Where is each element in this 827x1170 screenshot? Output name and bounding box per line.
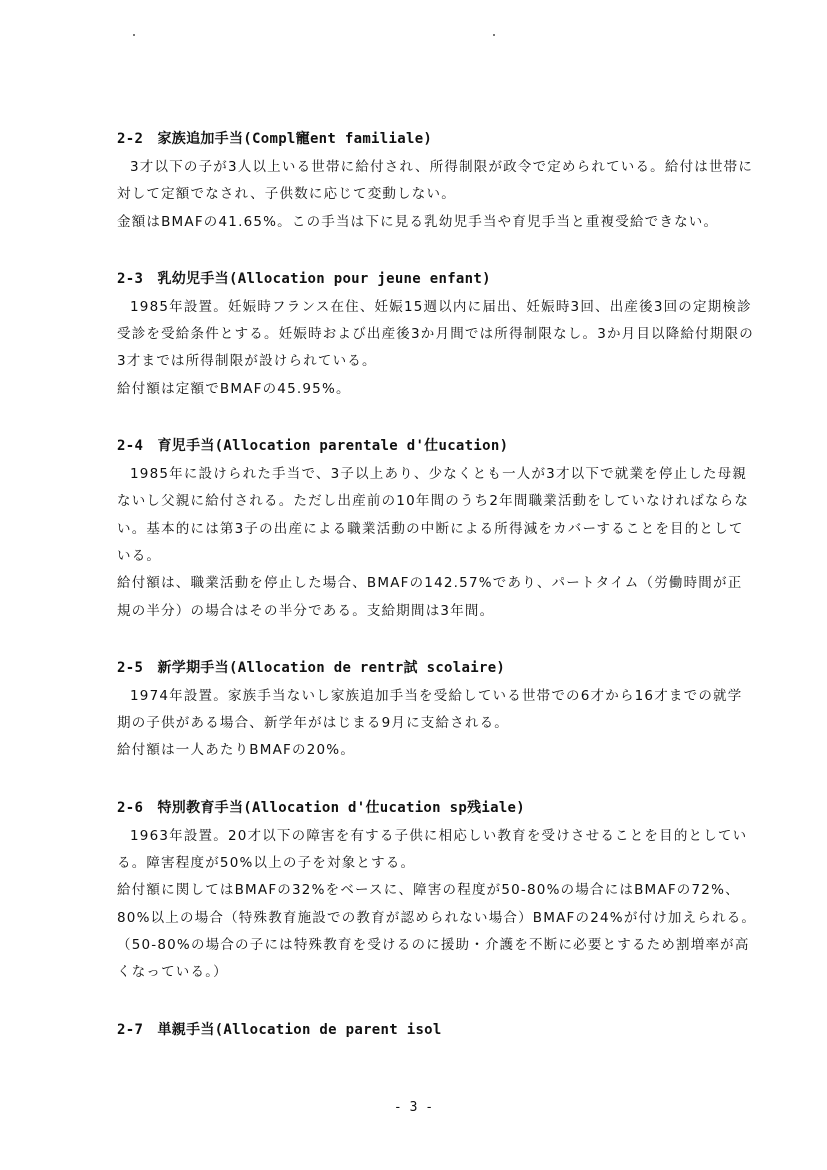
section-heading: 2-7 単親手当(Allocation de parent isol	[117, 1021, 442, 1038]
paragraph: 1985年に設けられた手当で、3子以上あり、少なくとも一人が3才以下で就業を停止した母親ないし父親に給付される。ただし出産前の10年間のうち2年間職業活動をしていなければならない。基本的には第3子の出産による職業活動の中断による所得減をカバーすることを目的としている。	[117, 466, 750, 564]
paragraph: 給付額は、職業活動を停止した場合、BMAFの142.57%であり、パートタイム（労働時間が正規の半分）の場合はその半分である。支給期間は3年間。	[117, 575, 743, 619]
paragraph: 1963年設置。20才以下の障害を有する子供に相応しい教育を受けさせることを目的としている。障害程度が50%以上の子を対象とする。	[117, 827, 748, 872]
section-2-6	[117, 797, 757, 987]
section-heading: 2-4 育児手当(Allocation parentale d'仕ucation)	[117, 438, 509, 455]
scan-speck	[493, 34, 495, 36]
paragraph: 給付額は一人あたりBMAFの20%。	[117, 742, 356, 759]
paragraph: 1974年設置。家族手当ないし家族追加手当を受給している世帯での6才から16才までの就学期の子供がある場合、新学年がはじまる9月に支給される。	[117, 687, 743, 732]
paragraph: 給付額は定額でBMAFの45.95%。	[117, 380, 351, 397]
section-heading: 2-2 家族追加手当(Compl寵ent familiale)	[117, 131, 433, 147]
page-number: - 3 -	[393, 1100, 434, 1115]
paragraph: 3才以下の子が3人以上いる世帯に給付され、所得制限が政令で定められている。給付は世帯に対して定額でなされ、子供数に応じて変動しない。	[117, 159, 754, 203]
section-heading: 2-5 新学期手当(Allocation de rentr試 scolaire)	[117, 659, 506, 676]
paragraph: 金額はBMAFの41.65%。この手当は下に見る乳幼児手当や育児手当と重複受給できない。	[117, 213, 719, 230]
section-2-7	[117, 1019, 757, 1041]
section-2-2	[117, 128, 757, 236]
section-heading: 2-3 乳幼児手当(Allocation pour jeune enfant)	[117, 270, 491, 287]
paragraph: 1985年設置。妊娠時フランス在住、妊娠15週以内に届出、妊娠時3回、出産後3回の定期検診受診を受給条件とする。妊娠時および出産後3か月間では所得制限なし。3か月目以降給付期限の3才までは所得制限が設けられている。	[117, 298, 754, 370]
section-2-3	[117, 268, 757, 403]
document-body	[117, 128, 757, 1073]
section-2-4	[117, 435, 757, 625]
scan-speck	[133, 34, 135, 36]
section-heading: 2-6 特別教育手当(Allocation d'仕ucation sp残iale)	[117, 799, 526, 816]
section-2-5	[117, 657, 757, 765]
paragraph: 給付額に関してはBMAFの32%をベースに、障害の程度が50-80%の場合にはBMAFの72%、80%以上の場合（特殊教育施設での教育が認められない場合）BMAFの24%が付け加えられる。（50-80%の場合の子には特殊教育を受けるのに援助・介護を不断に必要とするため割増率が高くなっている。）	[117, 882, 757, 981]
